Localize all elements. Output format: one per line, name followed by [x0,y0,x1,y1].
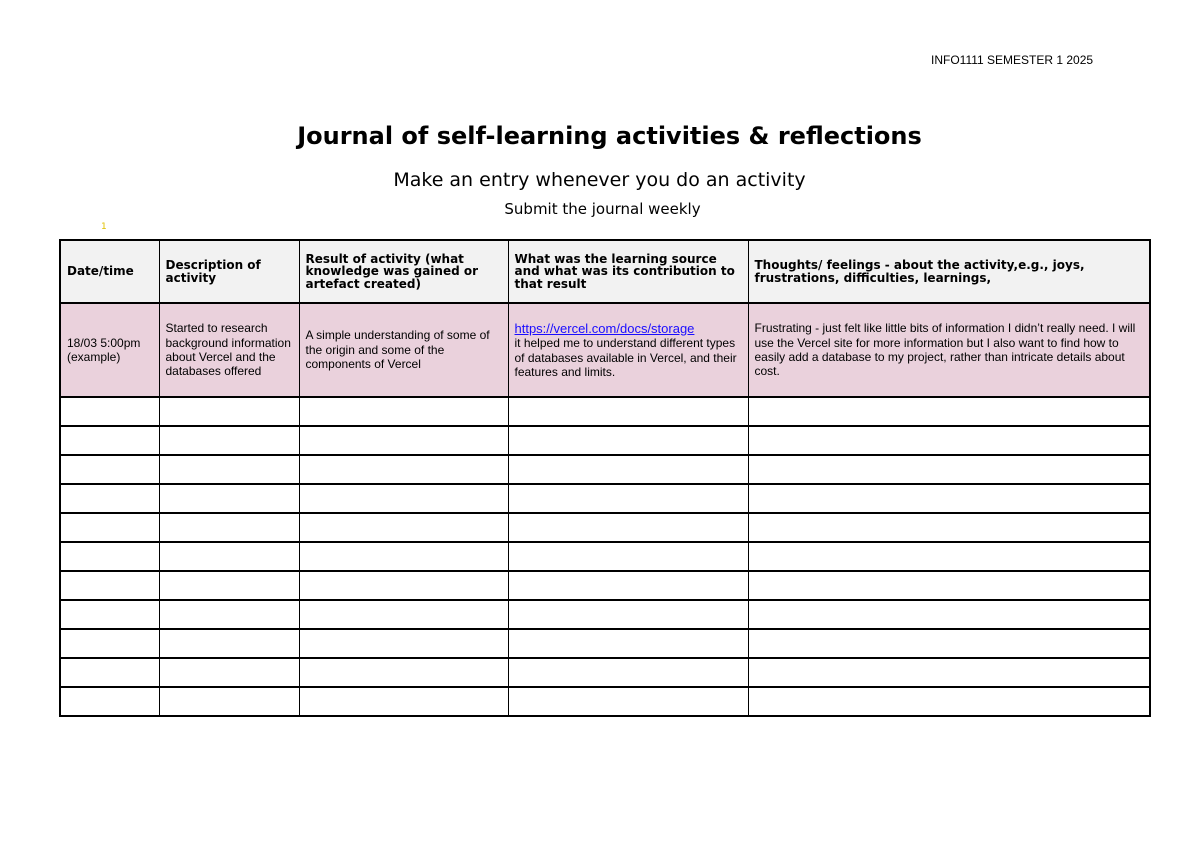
result-cell[interactable] [299,455,508,484]
description-cell[interactable] [159,426,299,455]
table-row [60,455,1150,484]
source-cell[interactable] [508,455,748,484]
table-row [60,484,1150,513]
page-marker: 1 [101,222,107,232]
column-header-thoughts: Thoughts/ feelings - about the activity,e.g., joys, frustrations, difficulties, learnings, [748,240,1150,303]
source-link[interactable]: https://vercel.com/docs/storage [514,320,695,336]
thoughts-cell[interactable] [748,687,1150,716]
date-cell[interactable] [60,513,159,542]
result-cell[interactable] [299,600,508,629]
date-cell[interactable] [60,687,159,716]
date-cell[interactable] [60,658,159,687]
journal-table [59,239,1151,717]
thoughts-cell[interactable] [748,484,1150,513]
source-cell[interactable] [508,397,748,426]
description-cell[interactable] [159,571,299,600]
date-cell[interactable] [60,455,159,484]
description-cell[interactable] [159,397,299,426]
result-cell[interactable] [299,397,508,426]
description-cell[interactable] [159,600,299,629]
description-cell[interactable] [159,542,299,571]
result-cell[interactable] [299,571,508,600]
thoughts-cell[interactable] [748,571,1150,600]
source-cell[interactable] [508,629,748,658]
source-description: it helped me to understand different types of databases available in Vercel, and their features and limits. [514,336,737,379]
description-cell[interactable] [159,484,299,513]
example-row [60,303,1150,397]
date-cell[interactable] [60,571,159,600]
description-cell[interactable] [159,629,299,658]
date-cell[interactable] [60,397,159,426]
page-instruction: Submit the journal weekly [504,200,701,218]
table-row [60,687,1150,716]
table-row [60,426,1150,455]
table-header-row [60,240,1150,303]
thoughts-cell[interactable] [748,600,1150,629]
date-cell[interactable] [60,629,159,658]
column-header-description: Description of activity [159,240,299,303]
source-cell[interactable] [508,687,748,716]
table-row [60,397,1150,426]
example-thoughts[interactable]: Frustrating - just felt like little bits of information I didn’t really need. I will use the Vercel site for more information but I also want to find how to easily add a database to my project, rather than intricate details about cost. [748,303,1150,397]
thoughts-cell[interactable] [748,542,1150,571]
result-cell[interactable] [299,484,508,513]
source-cell[interactable] [508,600,748,629]
result-cell[interactable] [299,513,508,542]
example-description[interactable]: Started to research background information about Vercel and the databases offered [159,303,299,397]
result-cell[interactable] [299,687,508,716]
description-cell[interactable] [159,455,299,484]
source-cell[interactable] [508,658,748,687]
thoughts-cell[interactable] [748,513,1150,542]
page-subtitle: Make an entry whenever you do an activity [393,169,806,191]
column-header-result: Result of activity (what knowledge was gained or artefact created) [299,240,508,303]
column-header-date: Date/time [60,240,159,303]
thoughts-cell[interactable] [748,629,1150,658]
example-source[interactable] [508,303,748,397]
result-cell[interactable] [299,426,508,455]
source-cell[interactable] [508,513,748,542]
source-cell[interactable] [508,426,748,455]
result-cell[interactable] [299,629,508,658]
table-row [60,629,1150,658]
example-result[interactable]: A simple understanding of some of the origin and some of the components of Vercel [299,303,508,397]
description-cell[interactable] [159,658,299,687]
thoughts-cell[interactable] [748,426,1150,455]
source-cell[interactable] [508,542,748,571]
example-date[interactable]: 18/03 5:00pm (example) [60,303,159,397]
thoughts-cell[interactable] [748,455,1150,484]
source-cell[interactable] [508,571,748,600]
table-row [60,600,1150,629]
thoughts-cell[interactable] [748,658,1150,687]
date-cell[interactable] [60,484,159,513]
thoughts-cell[interactable] [748,397,1150,426]
result-cell[interactable] [299,658,508,687]
table-row [60,571,1150,600]
source-cell[interactable] [508,484,748,513]
table-row [60,542,1150,571]
description-cell[interactable] [159,687,299,716]
table-row [60,513,1150,542]
date-cell[interactable] [60,542,159,571]
column-header-source: What was the learning source and what was its contribution to that result [508,240,748,303]
course-code: INFO1111 SEMESTER 1 2025 [931,53,1094,67]
date-cell[interactable] [60,426,159,455]
description-cell[interactable] [159,513,299,542]
result-cell[interactable] [299,542,508,571]
page-title: Journal of self-learning activities & reflections [297,122,922,150]
date-cell[interactable] [60,600,159,629]
table-row [60,658,1150,687]
